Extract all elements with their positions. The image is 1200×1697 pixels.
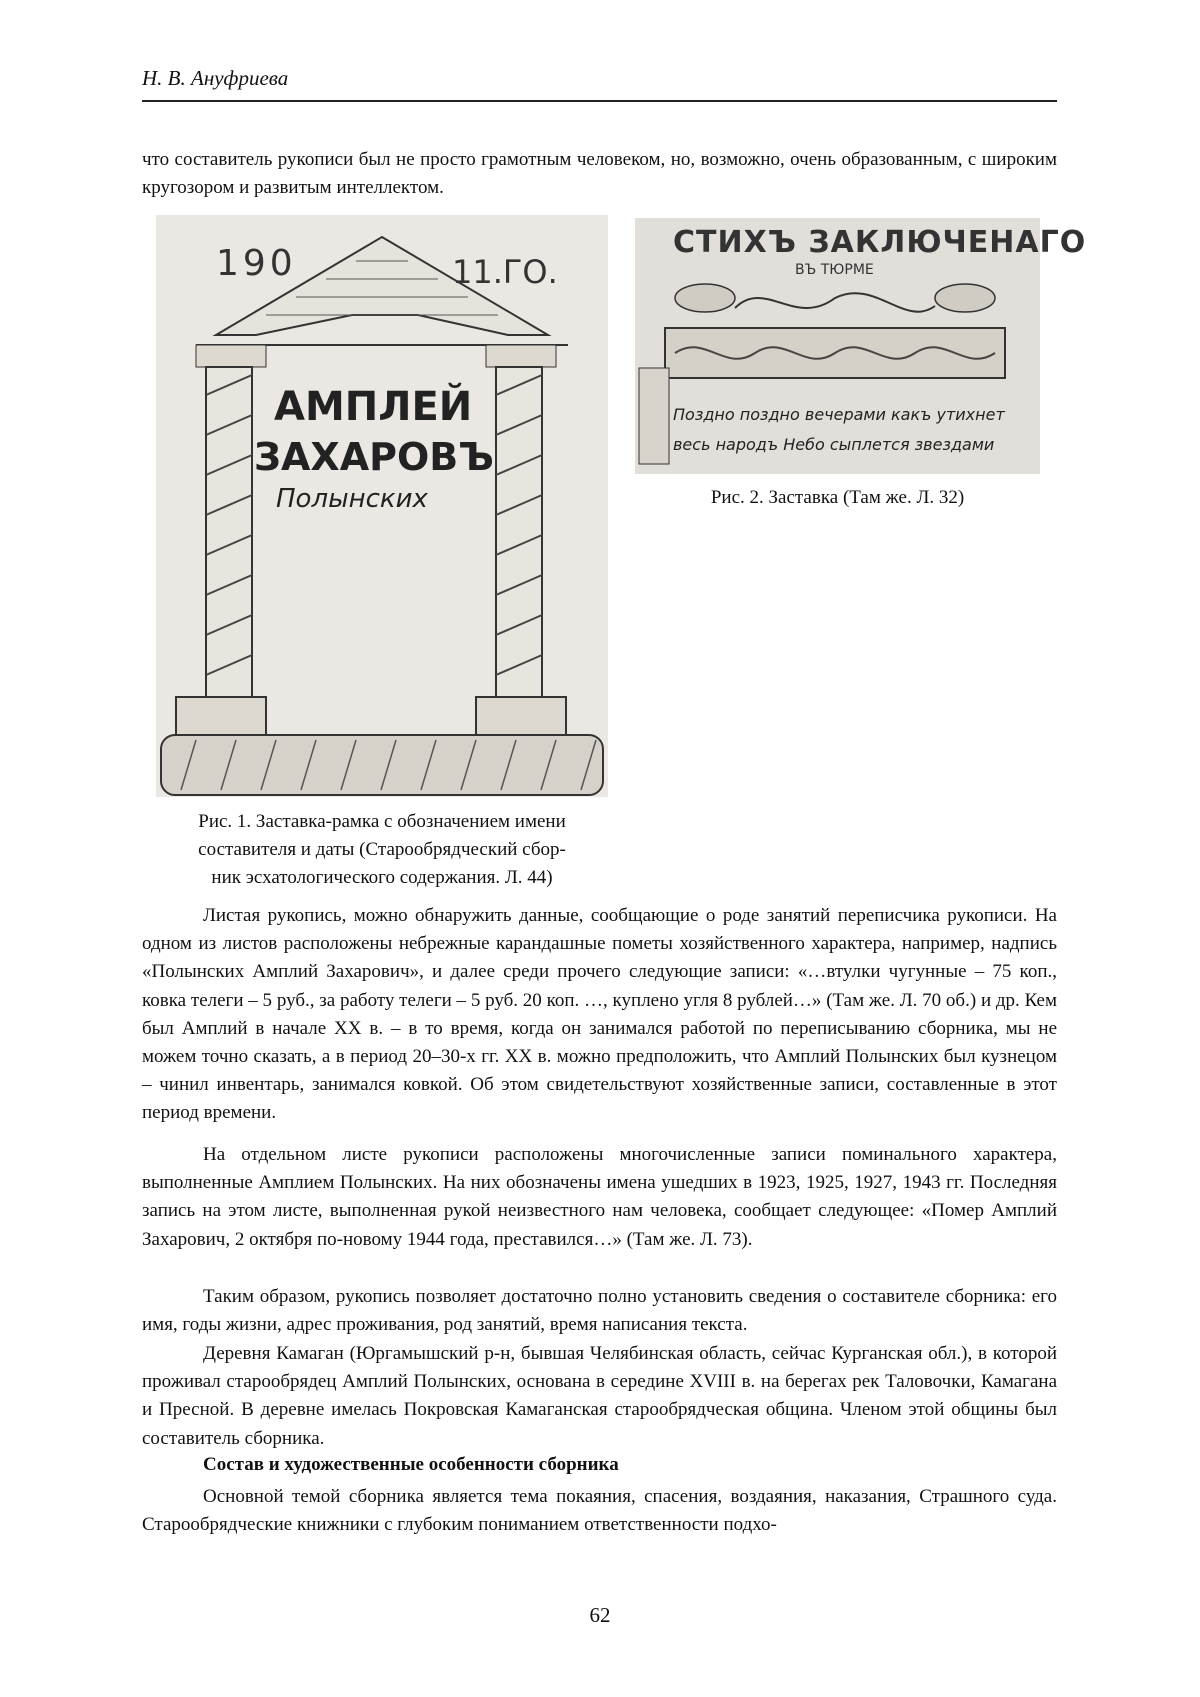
paragraph-occupation: Листая рукопись, можно обнаружить данные, сообщающие о роде занятий переписчика рукописи. На одном из листов расположены небрежные карандашные пометы хозяйственного характера, например, надпись «Полынских Амплий Захарович», и далее среди прочего следующие записи: «…втулки чугунные – 75 коп., ковка телеги – 5 руб., за работу телеги – 5 руб. 20 коп. …, куплено угля 8 рублей…» (Там же. Л. 70 об.) и др. Кем был Амплий в начале XX в. – в то время, когда он занимался работой по переписыванию сборника, мы не можем точно сказать, а в период 20–30-х гг. XX в. можно предположить, что Амплий Полынских был кузнецом – чинил инвентарь, занимался ковкой. Об этом свидетельствуют хозяйственные записи, составленные в этот период времени.	[142, 905, 1057, 1124]
figure-1-drawing	[156, 215, 608, 797]
fig2-subtitle: ВЪ ТЮРМЕ	[795, 262, 874, 278]
figure-1-caption-line: ник эсхатологического содержания. Л. 44)	[211, 867, 553, 888]
fig1-year-right: 11.ГО.	[452, 253, 558, 291]
fig1-name-line-2: ЗАХАРОВЪ	[254, 435, 494, 479]
fig1-name-line-3: Полынских	[276, 484, 428, 514]
page-number: 62	[589, 1603, 611, 1627]
figure-1-caption-line: Рис. 1. Заставка-рамка с обозначением имени	[198, 811, 566, 832]
fig1-year-left: 190	[216, 243, 297, 284]
figure-2-image	[635, 218, 1087, 474]
paragraph-memorial: На отдельном листе рукописи расположены многочисленные записи поминального характера, выполненные Амплием Полынских. На них обозначены имена ушедших в 1923, 1925, 1927, 1943 гг. Последняя запись на этом листе, выполненная рукой неизвестного нам человека, сообщает следующее: «Помер Амплий Захарович, 2 октября по-новому 1944 года, преставился…» (Там же. Л. 73).	[142, 1144, 1057, 1250]
fig2-title: СТИХЪ ЗАКЛЮЧЕНАГО	[673, 225, 1087, 260]
figure-1-caption	[156, 808, 608, 892]
figure-1-image	[156, 215, 608, 797]
fig2-text-line-1: Поздно поздно вечерами какъ утихнет	[673, 405, 1005, 424]
figure-2-caption: Рис. 2. Заставка (Там же. Л. 32)	[710, 487, 965, 508]
figure-2-drawing	[635, 218, 1087, 474]
section-heading: Состав и художественные особенности сборника	[203, 1454, 619, 1475]
running-head: Н. В. Ануфриева	[142, 66, 289, 90]
paragraph-village: Деревня Камаган (Юргамышский р-н, бывшая Челябинская область, сейчас Курганская обл.), в которой проживал старообрядец Амплий Полынских, основана в середине XVIII в. на берегах рек Таловочки, Камагана и Пресной. В деревне имелась Покровская Камаганская старообрядческая община. Членом этой общины был составитель сборника.	[142, 1343, 1057, 1449]
bird-right-icon	[935, 284, 995, 312]
header-rule	[142, 100, 1057, 102]
bird-left-icon	[675, 284, 735, 312]
fig1-name-line-1: АМПЛЕЙ	[274, 384, 473, 430]
paragraph-theme: Основной темой сборника является тема покаяния, спасения, воздаяния, наказания, Страшного суда. Старообрядческие книжники с глубоким пониманием ответственности подхо-	[142, 1486, 1057, 1536]
figure-1-caption-line: составителя и даты (Старообрядческий сбор-	[198, 839, 566, 860]
paragraph-conclusion: Таким образом, рукопись позволяет достаточно полно установить сведения о составителе сборника: его имя, годы жизни, адрес проживания, род занятий, время написания текста.	[142, 1286, 1057, 1336]
paragraph-intro: что составитель рукописи был не просто грамотным человеком, но, возможно, очень образованным, с широким кругозором и развитым интеллектом.	[142, 149, 1057, 199]
fig2-text-line-2: весь народъ Небо сыплется звездами	[673, 435, 995, 454]
